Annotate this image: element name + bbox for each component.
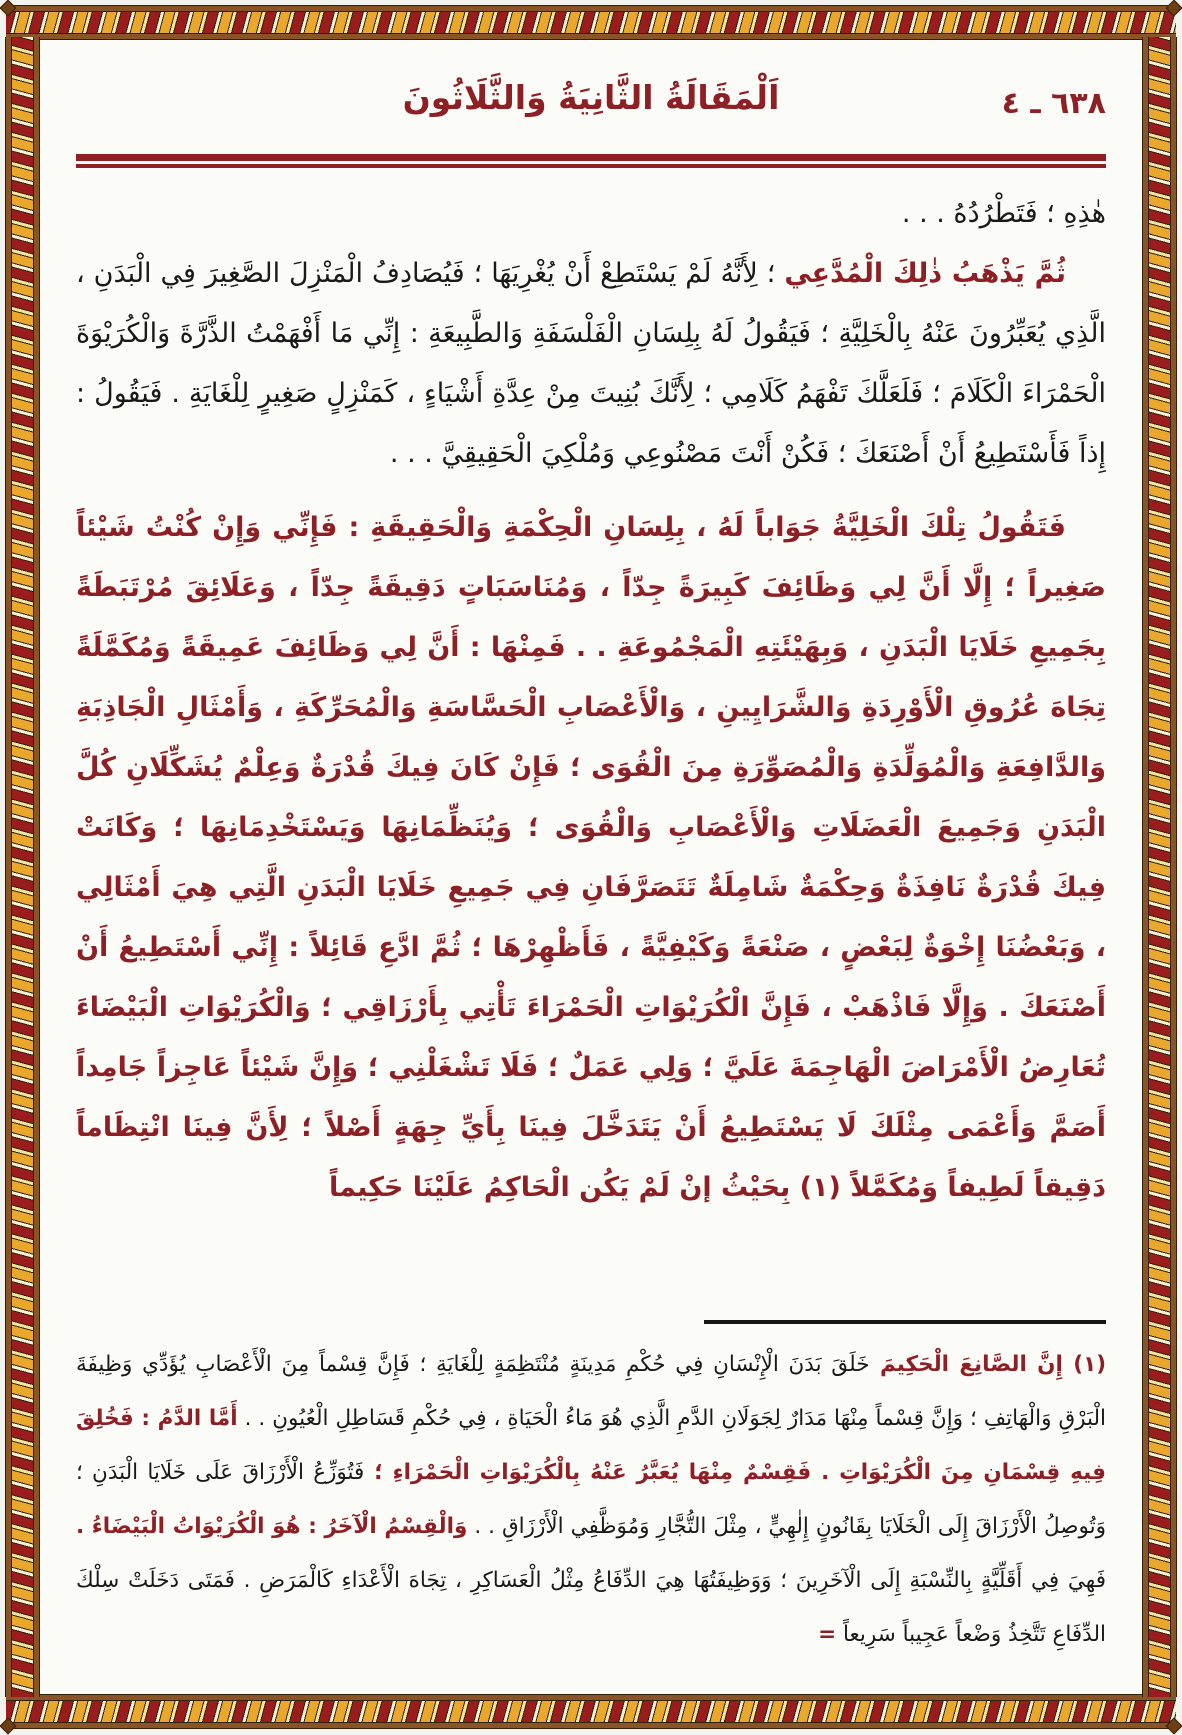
text-segment-red: أَمَّا الدَّمُ : فَخُلِقَ فِيهِ قِسْمَانِ مِنَ الْكُرَيْوَاتِ . فَقِسْمٌ مِنْهَا يُعَبَّرُ عَنْهُ بِالْكُرَيْوَاتِ الْحَمْرَاءِ ؛ (76, 1406, 1106, 1485)
text-segment-ink: فَتُوَزِّعُ الْأَرْزَاقَ عَلَى خَلَايَا الْبَدَنِ ؛ وَتُوصِلُ الْأَرْزَاقَ إِلَى الْخَلَايَا بِقَانُونٍ إِلٰهِيٍّ ، مِثْلَ التُّجَّارِ وَمُوَظَّفِي الْأَرْزَاقِ . . (76, 1460, 1106, 1539)
footnote-1 (76, 1338, 1106, 1662)
page-content (76, 70, 1106, 1664)
text-segment-ink: ؛ لِأَنَّهُ لَمْ يَسْتَطِعْ أَنْ يُغْرِيَهَا ؛ فَيُصَادِفُ الْمَنْزِلَ الصَّغِيرَ فِي الْبَدَنِ ، الَّذِي يُعَبِّرُونَ عَنْهُ بِالْخَلِيَّةِ ؛ فَيَقُولُ لَهُ بِلِسَانِ الْفَلْسَفَةِ وَالطَّبِيعَةِ : إِنِّي مَا أَفْهَمْتُ الذَّرَّةَ وَالْكُرَيْوَةَ الْحَمْرَاءَ الْكَلَامَ ؛ فَلَعَلَّكَ تَفْهَمُ كَلَامِي ؛ لِأَنَّكَ بُنِيتَ مِنْ عِدَّةِ أَشْيَاءٍ ، كَمَنْزِلٍ صَغِيرٍ لِلْغَايَةِ . فَيَقُولُ : إِذاً فَأَسْتَطِيعُ أَنْ أَصْنَعَكَ ؛ فَكُنْ أَنْتَ مَصْنُوعِي وَمُلْكِيَ الْحَقِيقِيَّ . . . (76, 258, 1106, 469)
border-top-band (6, 6, 1176, 39)
paragraph-cell-reply (76, 498, 1106, 1204)
text-segment-red: = (818, 1622, 837, 1647)
footnote-text (76, 1338, 1106, 1662)
text-segment-red: (١) (790, 1172, 851, 1203)
page-header (76, 70, 1106, 154)
paragraph-claimant (76, 244, 1106, 484)
text-segment-ink: فَهِيَ فِي أَقَلِّيَّةٍ بِالنِّسْبَةِ إِلَى الْآخَرِينَ ؛ وَوَظِيفَتُهَا هِيَ الدِّفَاعُ مِثْلُ الْعَسَاكِرِ ، تِجَاهَ الْأَعْدَاءِ كَالْمَرَضِ . فَمَتَى دَخَلَتْ سِلْكَ الدِّفَاعِ تَتَّخِذُ وَضْعاً عَجِيباً سَرِيعاً (76, 1568, 1106, 1647)
text-segment-red: (١) إِنَّ الصَّانِعَ الْحَكِيمَ (869, 1352, 1107, 1377)
header-rule (76, 154, 1106, 168)
text-segment-red: ثُمَّ يَذْهَبُ ذٰلِكَ الْمُدَّعِي (784, 258, 1066, 289)
text-segment-red: فَتَقُولُ تِلْكَ الْخَلِيَّةُ جَوَاباً لَهُ ، بِلِسَانِ الْحِكْمَةِ وَالْحَقِيقَةِ : فَإِنِّي وَإِنْ كُنْتُ شَيْئاً صَغِيراً ؛ إِلَّا أَنَّ لِي وَظَائِفَ كَبِيرَةً جِدّاً ، وَمُنَاسَبَاتٍ دَقِيقَةً جِدّاً ، وَعَلَائِقَ مُرْتَبَطَةً بِجَمِيعِ خَلَايَا الْبَدَنِ ، وَبِهَيْئَتِهِ الْمَجْمُوعَةِ . . فَمِنْهَا : أَنَّ لِي وَظَائِفَ عَمِيقَةً وَمُكَمَّلَةً تِجَاهَ عُرُوقِ الْأَوْرِدَةِ وَالشَّرَايِينِ ، وَالْأَعْصَابِ الْحَسَّاسَةِ وَالْمُحَرِّكَةِ ، وَأَمْثَالِ الْجَاذِبَةِ وَالدَّافِعَةِ وَالْمُوَلِّدَةِ وَالْمُصَوِّرَةِ مِنَ الْقُوَى ؛ فَإِنْ كَانَ فِيكَ قُدْرَةٌ وَعِلْمٌ يُشَكِّلَانِ كُلَّ الْبَدَنِ وَجَمِيعَ الْعَضَلَاتِ وَالْأَعْصَابِ وَالْقُوَى ؛ وَيُنَظِّمَانِهَا وَيَسْتَخْدِمَانِهَا ؛ وَكَانَتْ فِيكَ قُدْرَةٌ نَافِذَةٌ وَحِكْمَةٌ شَامِلَةٌ تَتَصَرَّفَانِ فِي جَمِيعِ خَلَايَا الْبَدَنِ الَّتِي هِيَ أَمْثَالِي ، وَبَعْضُنَا إِخْوَةٌ لِبَعْضٍ ، صَنْعَةً وَكَيْفِيَّةً ، فَأَظْهِرْهَا ؛ ثُمَّ ادَّعِ قَائِلاً : إِنِّي أَسْتَطِيعُ أَنْ أَصْنَعَكَ . وَإِلَّا فَاذْهَبْ ، فَإِنَّ الْكُرَيْوَاتِ الْحَمْرَاءَ تَأْتِي بِأَرْزَاقِي ؛ وَالْكُرَيْوَاتِ الْبَيْضَاءَ تُعَارِضُ الْأَمْرَاضَ الْهَاجِمَةَ عَلَيَّ ؛ وَلِي عَمَلٌ ؛ فَلَا تَشْغَلْنِي ؛ وَإِنَّ شَيْئاً عَاجِزاً جَامِداً أَصَمَّ وَأَعْمَى مِثْلَكَ لَا يَسْتَطِيعُ أَنْ يَتَدَخَّلَ فِينَا بِأَيِّ جِهَةٍ أَصْلاً ؛ لِأَنَّ فِينَا انْتِظَاماً دَقِيقاً لَطِيفاً وَمُكَمَّلاً (76, 512, 1106, 1203)
text-segment-red: بِحَيْثُ إِنْ لَمْ يَكُنِ الْحَاكِمُ عَلَيْنَا حَكِيماً (328, 1172, 791, 1203)
border-left-band (6, 37, 39, 1697)
footnote-rule (704, 1320, 1106, 1324)
footnote-section (76, 1320, 1106, 1662)
border-right-band (1143, 37, 1176, 1697)
text-segment-red: وَالْقِسْمُ الْآخَرُ : هُوَ الْكُرَيْوَاتُ الْبَيْضَاءُ . (76, 1514, 468, 1539)
carryover-line (76, 184, 1106, 244)
text-segment-ink: هٰذِهِ ؛ فَتَطْرُدُهُ . . . (901, 198, 1106, 229)
border-bottom-band (6, 1695, 1176, 1728)
text-segment-ink: خَلَقَ بَدَنَ الْإِنْسَانِ فِي حُكْمِ مَدِينَةٍ مُنْتَظِمَةٍ لِلْغَايَةِ ؛ فَإِنَّ قِسْماً مِنَ الْأَعْصَابِ يُؤَدِّي وَظِيفَةَ الْبَرْقِ وَالْهَاتِفِ ؛ وَإِنَّ قِسْماً مِنْهَا مَدَارٌ لِجَوَلَانِ الدَّمِ الَّذِي هُوَ مَاءُ الْحَيَاةِ ، فِي حُكْمِ قَسَاطِلِ الْعُيُونِ . . (76, 1352, 1106, 1431)
body-text (76, 184, 1106, 1204)
page-number: ٦٣٨ ـ ٤ (1001, 86, 1106, 121)
chapter-title: اَلْمَقَالَةُ الثَّانِيَةُ وَالثَّلَاثُونَ (402, 78, 780, 117)
